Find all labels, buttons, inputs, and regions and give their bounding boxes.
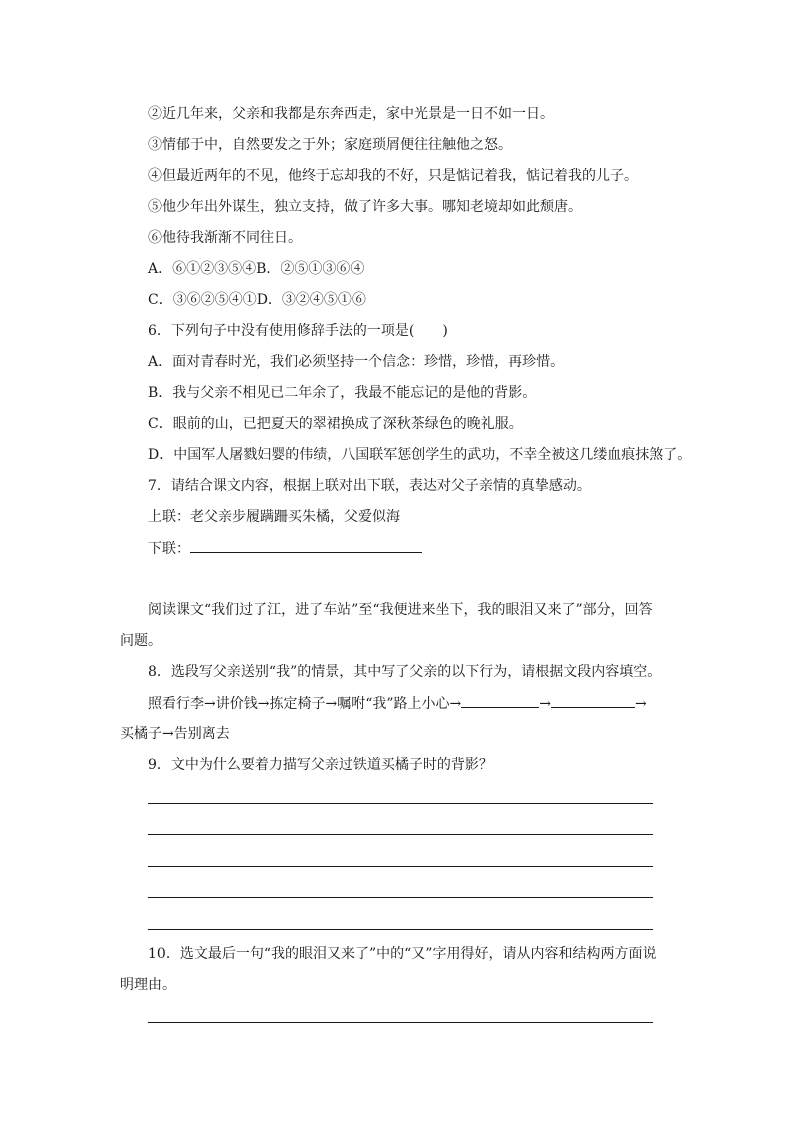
q5-sentence-5: ⑤他少年出外谋生，独立支持，做了许多大事。哪知老境却如此颓唐。 — [148, 199, 582, 215]
q6-option-a: A．面对青春时光，我们必须坚持一个信念：珍惜，珍惜，再珍惜。 — [148, 354, 565, 370]
q9-answer-line-1[interactable] — [148, 803, 653, 804]
q6-option-b: B．我与父亲不相见已二年余了，我最不能忘记的是他的背影。 — [148, 385, 537, 401]
q8-blank-1[interactable] — [461, 693, 539, 708]
q7-upper-couplet: 上联：老父亲步履蹒跚买朱橘，父爱似海 — [148, 509, 400, 525]
q8-arrow-2: → — [634, 696, 647, 712]
reading-intro-line1: 阅读课文“我们过了江，进了车站”至“我便进来坐下，我的眼泪又来了”部分，回答 — [148, 602, 653, 618]
q7-stem: 7．请结合课文内容，根据上联对出下联，表达对父子亲情的真挚感动。 — [148, 478, 591, 494]
q7-lower-couplet — [148, 538, 422, 559]
q10-stem-line2: 明理由。 — [120, 977, 176, 993]
q5-choice-cd: C．③⑥②⑤④①D．③②④⑤①⑥ — [148, 292, 366, 308]
q8-sequence — [148, 693, 647, 714]
q9-answer-line-4[interactable] — [148, 897, 653, 898]
q8-blank-2[interactable] — [551, 693, 635, 708]
q5-choice-ab: A．⑥①②③⑤④B．②⑤①③⑥④ — [148, 261, 365, 277]
q6-stem: 6．下列句子中没有使用修辞手法的一项是( ) — [148, 323, 448, 339]
q5-sentence-2: ②近几年来，父亲和我都是东奔西走，家中光景是一日不如一日。 — [148, 106, 554, 122]
reading-intro-line2: 问题。 — [120, 633, 162, 649]
q10-answer-line-1[interactable] — [148, 1022, 653, 1023]
q9-answer-line-3[interactable] — [148, 866, 653, 867]
q8-sequence-end: 买橘子→告别离去 — [120, 726, 230, 742]
q8-sequence-start: 照看行李→讲价钱→拣定椅子→嘱咐“我”路上小心→ — [148, 696, 462, 712]
q9-answer-line-5[interactable] — [148, 929, 653, 930]
q5-sentence-4: ④但最近两年的不见，他终于忘却我的不好，只是惦记着我，惦记着我的儿子。 — [148, 168, 638, 184]
q8-arrow: → — [539, 696, 551, 712]
q6-option-c: C．眼前的山，已把夏天的翠裙换成了深秋茶绿色的晚礼服。 — [148, 416, 523, 432]
q5-sentence-3: ③情郁于中，自然要发之于外；家庭琐屑便往往触他之怒。 — [148, 137, 512, 153]
q10-stem-line1: 10．选文最后一句“我的眼泪又来了”中的“又”字用得好，请从内容和结构两方面说 — [148, 946, 657, 962]
q9-answer-line-2[interactable] — [148, 834, 653, 835]
q8-stem: 8．选段写父亲送别“我”的情景，其中写了父亲的以下行为，请根据文段内容填空。 — [148, 664, 662, 680]
q6-option-d: D．中国军人屠戮妇婴的伟绩，八国联军惩创学生的武功，不幸全被这几缕血痕抹煞了。 — [148, 447, 692, 463]
q9-stem: 9．文中为什么要着力描写父亲过铁道买橘子时的背影？ — [148, 757, 493, 773]
q7-answer-blank[interactable] — [190, 538, 422, 553]
q5-sentence-6: ⑥他待我渐渐不同往日。 — [148, 230, 302, 246]
q7-lower-label: 下联： — [148, 541, 190, 557]
